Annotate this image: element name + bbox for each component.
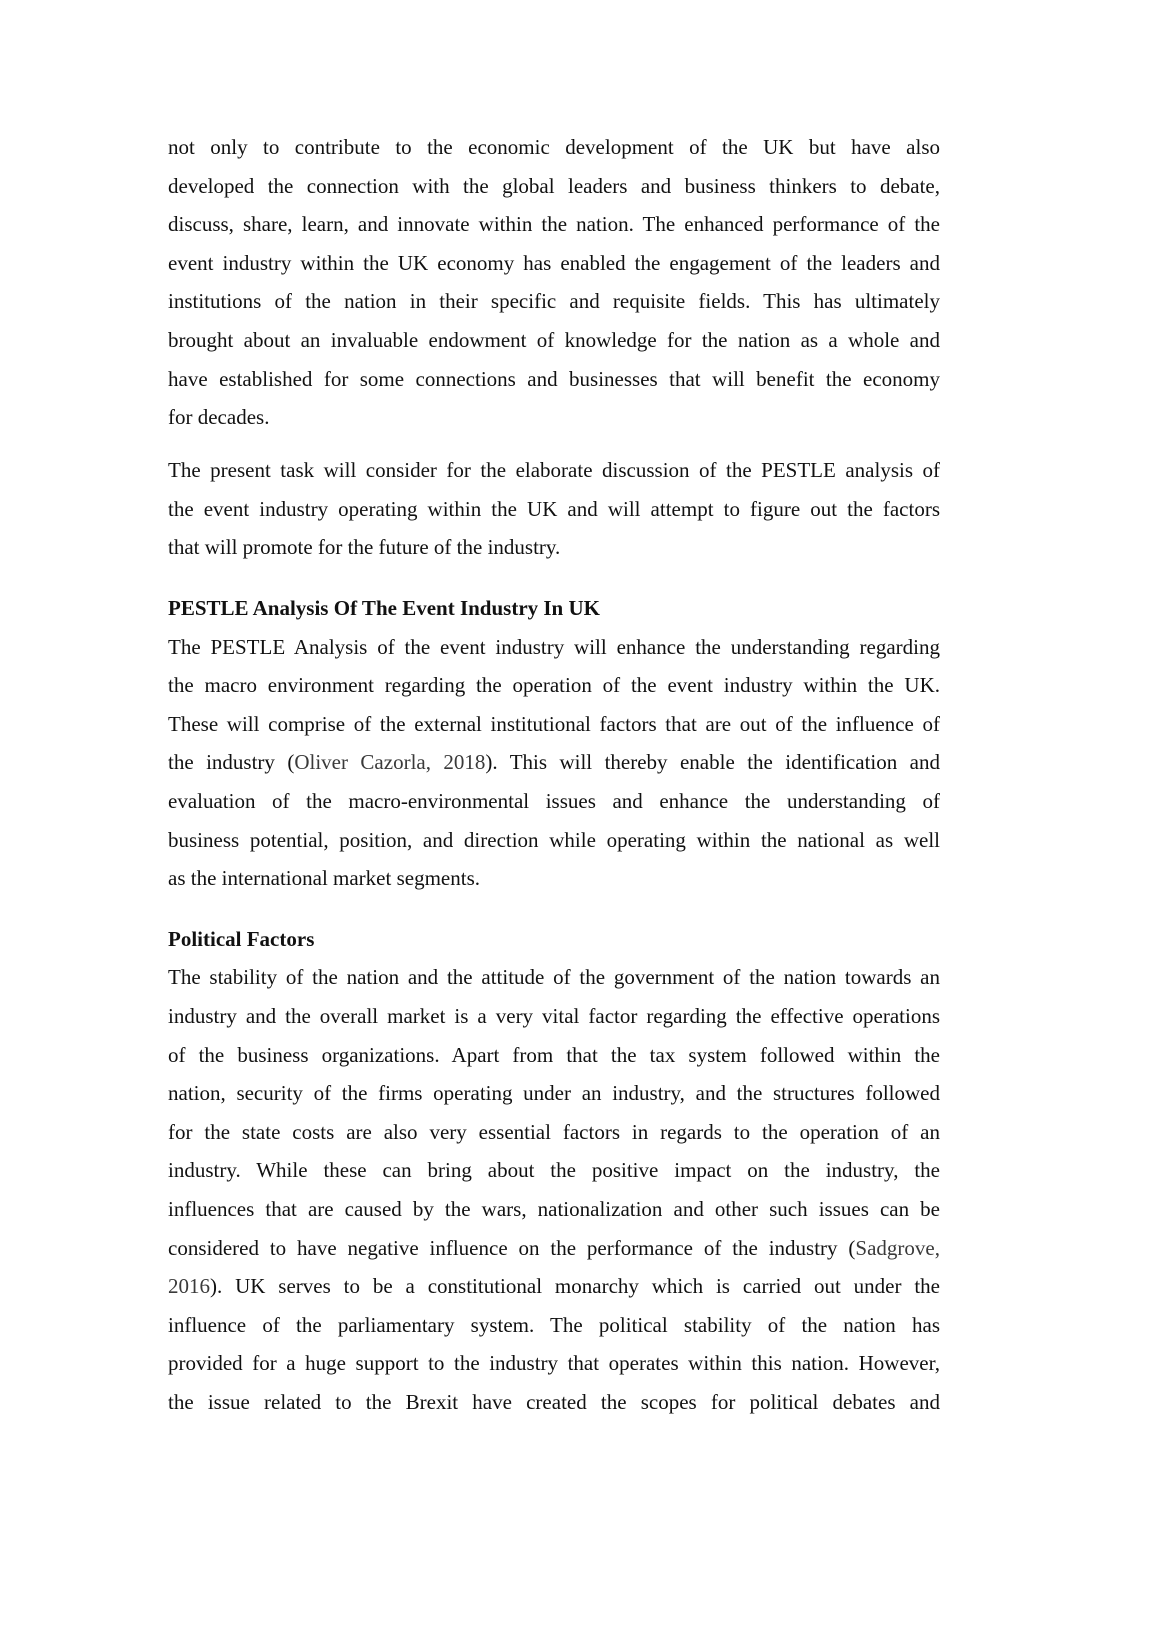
text-segment: the issue related to the Brexit have created the scopes for political debates and xyxy=(168,1389,940,1414)
text-segment: that will promote for the future of the industry. xyxy=(168,535,561,560)
text-segment: evaluation of the macro-environmental issues and enhance the understanding of xyxy=(168,789,940,813)
text-line xyxy=(168,1001,940,1040)
text-segment: of the business organizations. Apart from that the tax system followed within the xyxy=(168,1042,940,1067)
text-segment: provided for a huge support to the industry that operates within this nation. However, xyxy=(168,1351,940,1376)
text-line xyxy=(168,1194,940,1233)
text-line xyxy=(168,670,940,709)
text-line xyxy=(168,632,940,671)
text-segment: developed the connection with the global leaders and business thinkers to debate, xyxy=(168,173,940,198)
section xyxy=(168,924,940,1426)
text-line xyxy=(168,209,940,248)
citation: Sadgrove, xyxy=(855,1235,940,1260)
text-segment: ). This will thereby enable the identification and xyxy=(485,750,940,775)
text-segment: The present task will consider for the elaborate discussion of the PESTLE analysis of xyxy=(168,458,940,483)
text-segment: influences that are caused by the wars, nationalization and other such issues can be xyxy=(168,1196,940,1221)
text-segment: brought about an invaluable endowment of knowledge for the nation as a whole and xyxy=(168,327,940,352)
text-line xyxy=(168,786,940,825)
text-line xyxy=(168,402,940,441)
text-segment: for the state costs are also very essential factors in regards to the operation of an xyxy=(168,1119,940,1144)
text-line xyxy=(168,286,940,325)
text-segment: considered to have negative influence on the performance of the industry ( xyxy=(168,1235,856,1260)
text-line xyxy=(168,825,940,864)
text-line xyxy=(168,709,940,748)
paragraph xyxy=(168,132,940,441)
text-segment: nation, security of the firms operating under an industry, and the structures followed xyxy=(168,1081,940,1106)
text-segment: The stability of the nation and the attitude of the government of the nation towards an xyxy=(168,965,940,990)
text-line xyxy=(168,1271,940,1310)
document-page-body xyxy=(168,132,940,1426)
citation: 2016 xyxy=(168,1274,210,1299)
text-segment: business potential, position, and direction while operating within the national as well xyxy=(168,827,940,852)
text-line xyxy=(168,1387,940,1426)
text-line xyxy=(168,132,940,171)
text-line xyxy=(168,171,940,210)
text-segment: The PESTLE Analysis of the event industry will enhance the understanding regarding xyxy=(168,634,940,659)
text-line xyxy=(168,1117,940,1156)
text-line xyxy=(168,1233,940,1272)
text-segment: the industry ( xyxy=(168,750,295,775)
text-segment: influence of the parliamentary system. The political stability of the nation has xyxy=(168,1312,940,1337)
text-line xyxy=(168,532,940,571)
text-segment: event industry within the UK economy has enabled the engagement of the leaders and xyxy=(168,250,940,275)
text-line xyxy=(168,962,940,1001)
text-segment: industry and the overall market is a very vital factor regarding the effective operations xyxy=(168,1003,940,1028)
text-line xyxy=(168,248,940,287)
text-segment: have established for some connections and businesses that will benefit the economy xyxy=(168,366,940,391)
text-segment: the macro environment regarding the operation of the event industry within the UK. xyxy=(168,673,940,698)
text-segment: institutions of the nation in their specific and requisite fields. This has ultimately xyxy=(168,289,940,314)
text-segment: for decades. xyxy=(168,405,270,430)
text-line xyxy=(168,494,940,533)
text-segment: discuss, share, learn, and innovate within the nation. The enhanced performance of the xyxy=(168,212,940,237)
text-line xyxy=(168,325,940,364)
text-line xyxy=(168,1348,940,1387)
text-segment: industry. While these can bring about the positive impact on the industry, the xyxy=(168,1158,940,1183)
section-heading: Political Factors xyxy=(168,926,315,951)
text-line xyxy=(168,1155,940,1194)
text-line xyxy=(168,455,940,494)
text-line xyxy=(168,1078,940,1117)
section xyxy=(168,593,940,902)
text-line xyxy=(168,863,940,902)
paragraph xyxy=(168,455,940,571)
text-segment: not only to contribute to the economic development of the UK but have also xyxy=(168,135,940,159)
text-line xyxy=(168,1310,940,1349)
text-segment: the event industry operating within the UK and will attempt to figure out the factors xyxy=(168,496,940,521)
text-line xyxy=(168,364,940,403)
citation: Oliver Cazorla, 2018 xyxy=(294,750,486,775)
text-segment: These will comprise of the external institutional factors that are out of the influence of xyxy=(168,711,940,736)
section-heading: PESTLE Analysis Of The Event Industry In UK xyxy=(168,596,600,621)
text-segment: as the international market segments. xyxy=(168,866,480,891)
text-line xyxy=(168,747,940,786)
text-segment: ). UK serves to be a constitutional monarchy which is carried out under the xyxy=(210,1274,940,1299)
text-line xyxy=(168,1040,940,1079)
